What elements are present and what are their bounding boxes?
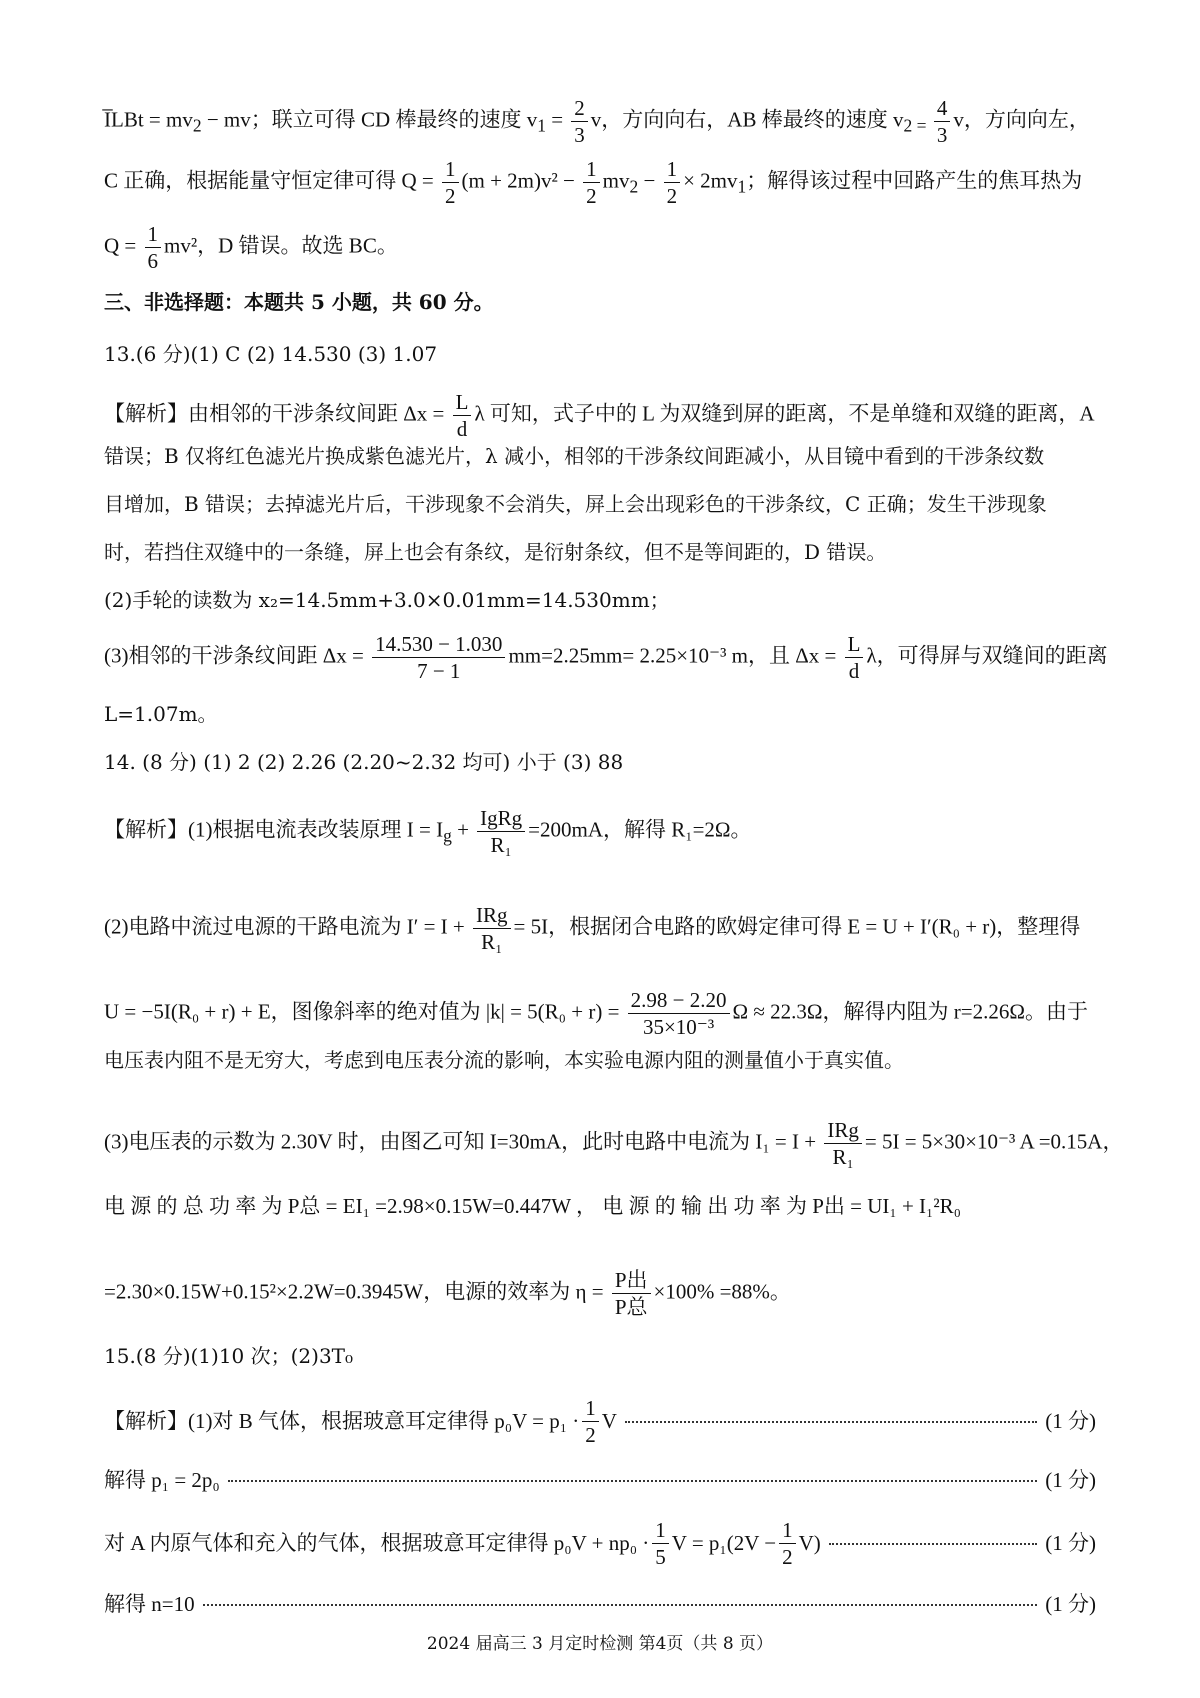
fraction-numerator: L bbox=[845, 632, 864, 658]
subscript: 1 bbox=[537, 115, 546, 136]
text-line-16 bbox=[104, 988, 1096, 1039]
fraction-denominator: 3 bbox=[574, 123, 585, 148]
fraction-numerator: IRg bbox=[824, 1118, 862, 1144]
text-segment: 【解析】(1)根据电流表改装原理 I = I bbox=[104, 817, 444, 842]
fraction-denominator: 2 bbox=[445, 184, 456, 209]
fraction-numerator: 2 bbox=[571, 96, 588, 122]
fraction-denominator: 2 bbox=[586, 184, 597, 209]
text-segment: mm=2.25mm= 2.25×10⁻³ m，且 Δx = bbox=[508, 643, 842, 668]
text-segment: (3)相邻的干涉条纹间距 Δx = bbox=[104, 643, 370, 668]
text-line-19: 电 源 的 总 功 率 为 P总 = EI₁ =2.98×0.15W=0.447W ， 电 源 的 输 出 功 率 为 P出 = UI₁ + I₁²R₀ bbox=[104, 1194, 961, 1218]
fraction-efficiency bbox=[612, 1268, 651, 1319]
fraction-numerator: P出 bbox=[612, 1268, 651, 1294]
fraction-slope bbox=[628, 988, 730, 1039]
fraction-4-3 bbox=[934, 96, 951, 147]
text-segment: × 2mv bbox=[683, 168, 738, 193]
fraction-numerator: 14.530 − 1.030 bbox=[372, 632, 505, 658]
fraction-numerator: 1 bbox=[145, 222, 162, 248]
text-line-17: 电压表内阻不是无穷大，考虑到电压表分流的影响，本实验电源内阻的测量值小于真实值。 bbox=[104, 1048, 904, 1072]
subscript: 2 bbox=[629, 176, 639, 197]
text-segment: C 正确，根据能量守恒定律可得 Q = bbox=[104, 168, 440, 193]
text-segment: mv²，D 错误。故选 BC。 bbox=[164, 233, 398, 258]
fraction-denominator: 2 bbox=[782, 1545, 793, 1570]
text-line-6 bbox=[104, 390, 1096, 441]
text-segment: 【解析】(1)对 B 气体，根据玻意耳定律得 p₀V = p₁ · bbox=[104, 1409, 580, 1434]
question-15-answer: 15.(8 分)(1)10 次；(2)3T₀ bbox=[104, 1344, 354, 1368]
fraction-numerator: 4 bbox=[934, 96, 951, 122]
text-line-10: (2)手轮的读数为 x₂=14.5mm+3.0×0.01mm=14.530mm； bbox=[104, 588, 670, 612]
fraction-denominator: 2 bbox=[585, 1423, 596, 1448]
text-segment: 解得 p₁ = 2p₀ bbox=[104, 1468, 220, 1492]
fraction-L-d bbox=[453, 390, 472, 441]
text-line-1 bbox=[104, 96, 1096, 147]
fraction-numerator: 1 bbox=[779, 1518, 796, 1544]
fraction-L-d bbox=[845, 632, 864, 683]
text-line-23 bbox=[104, 1470, 1096, 1491]
text-segment: 解得 n=10 bbox=[104, 1592, 195, 1616]
dot-leader bbox=[228, 1480, 1038, 1482]
text-segment: − bbox=[638, 168, 661, 193]
subscript: 2 bbox=[192, 115, 202, 136]
text-segment: (m + 2m)v² − bbox=[461, 168, 581, 193]
question-13-answer: 13.(6 分)(1) C (2) 14.530 (3) 1.07 bbox=[104, 342, 438, 366]
subscript: g bbox=[443, 825, 452, 846]
text-line-15 bbox=[104, 903, 1096, 954]
fraction-numerator: 1 bbox=[582, 1396, 599, 1422]
text-line-3 bbox=[104, 222, 1096, 273]
text-segment: (2)电路中流过电源的干路电流为 I′ = I + bbox=[104, 914, 471, 939]
fraction-dx bbox=[372, 632, 505, 683]
text-line-2 bbox=[104, 157, 1096, 208]
text-line-22 bbox=[104, 1396, 1096, 1447]
text-segment: = 5I，根据闭合电路的欧姆定律可得 E = U + I′(R₀ + r)，整理得 bbox=[513, 914, 1081, 939]
text-segment: 对 A 内原气体和充入的气体，根据玻意耳定律得 p₀V + np₀ · bbox=[104, 1531, 650, 1556]
text-segment: Ω ≈ 22.3Ω，解得内阻为 r=2.26Ω。由于 bbox=[732, 999, 1088, 1024]
fraction-denominator: 2 bbox=[666, 184, 678, 209]
fraction-numerator: 1 bbox=[583, 157, 600, 183]
fraction-denominator: R₁ bbox=[490, 833, 512, 858]
text-line-18 bbox=[104, 1118, 1124, 1170]
score-mark: (1 分) bbox=[1045, 1409, 1096, 1434]
text-segment: =200mA，解得 R₁=2Ω。 bbox=[528, 817, 752, 842]
fraction-denominator: 6 bbox=[147, 249, 159, 274]
text-segment: U = −5I(R₀ + r) + E，图像斜率的绝对值为 |k| = 5(R₀ + r) = bbox=[104, 999, 625, 1024]
fraction-1-2 bbox=[442, 157, 459, 208]
eq-momentum: I̅LBt = mv bbox=[104, 107, 193, 132]
fraction-denominator: 3 bbox=[936, 123, 948, 148]
fraction-denominator: R₁ bbox=[481, 930, 503, 955]
text-segment: Q = bbox=[104, 233, 142, 258]
text-segment: λ，可得屏与双缝间的距离 bbox=[866, 643, 1108, 668]
fraction-numerator: 1 bbox=[664, 157, 681, 183]
fraction-1-2 bbox=[582, 1396, 599, 1447]
dot-leader bbox=[829, 1543, 1037, 1545]
text-segment: + bbox=[451, 817, 475, 842]
section-heading: 三、非选择题：本题共 5 小题，共 60 分。 bbox=[104, 290, 494, 314]
text-segment: λ 可知，式子中的 L 为双缝到屏的距离，不是单缝和双缝的距离，A bbox=[474, 401, 1095, 426]
text-line-14 bbox=[104, 806, 1096, 857]
text-segment: ×100% =88%。 bbox=[653, 1279, 791, 1304]
fraction-IRg bbox=[473, 903, 511, 954]
text-segment: V bbox=[601, 1409, 617, 1434]
score-mark: (1 分) bbox=[1045, 1531, 1096, 1556]
fraction-denominator: R₁ bbox=[832, 1145, 854, 1170]
text-segment: v，方向向左， bbox=[953, 107, 1090, 132]
fraction-numerator: 1 bbox=[652, 1518, 669, 1544]
fraction-denominator: P总 bbox=[614, 1295, 648, 1320]
fraction-numerator: 2.98 − 2.20 bbox=[628, 988, 730, 1014]
dot-leader bbox=[625, 1421, 1037, 1423]
question-14-answer: 14. (8 分) (1) 2 (2) 2.26 (2.20~2.32 均可) 小于 (3) 88 bbox=[104, 750, 624, 774]
fraction-numerator: 1 bbox=[442, 157, 459, 183]
fraction-2-3 bbox=[571, 96, 588, 147]
score-mark: (1 分) bbox=[1045, 1592, 1096, 1616]
text-segment: ；解得该过程中回路产生的焦耳热为 bbox=[746, 168, 1083, 193]
page-footer: 2024 届高三 3 月定时检测 第4页（共 8 页） bbox=[426, 1634, 774, 1654]
text-segment: − mv；联立可得 CD 棒最终的速度 v bbox=[201, 107, 538, 132]
text-segment: V) bbox=[798, 1531, 821, 1556]
fraction-denominator: d bbox=[456, 417, 468, 442]
text-line-7: 错误；B 仅将红色滤光片换成紫色滤光片，λ 减小，相邻的干涉条纹间距减小，从目镜中看到的干涉条纹数 bbox=[104, 444, 1045, 468]
text-segment: mv bbox=[602, 168, 630, 193]
subscript: 1 bbox=[737, 176, 747, 197]
dot-leader bbox=[203, 1604, 1038, 1606]
text-segment: 【解析】由相邻的干涉条纹间距 Δx = bbox=[104, 401, 450, 426]
text-segment: V = p₁(2V − bbox=[671, 1531, 777, 1556]
text-line-24 bbox=[104, 1518, 1096, 1569]
fraction-denominator: 5 bbox=[655, 1545, 666, 1570]
score-mark: (1 分) bbox=[1045, 1468, 1096, 1492]
text-segment: =2.30×0.15W+0.15²×2.2W=0.3945W，电源的效率为 η = bbox=[104, 1279, 609, 1304]
text-segment: = bbox=[545, 107, 569, 132]
fraction-numerator: IgRg bbox=[477, 806, 525, 832]
text-line-12: L=1.07m。 bbox=[104, 702, 218, 726]
fraction-1-6 bbox=[145, 222, 162, 273]
subscript: 2 = bbox=[903, 115, 931, 136]
text-segment: = 5I = 5×30×10⁻³ A =0.15A， bbox=[864, 1129, 1124, 1154]
fraction-1-2 bbox=[779, 1518, 796, 1569]
fraction-1-2 bbox=[664, 157, 681, 208]
fraction-denominator: 7 − 1 bbox=[417, 659, 461, 684]
text-line-8: 目增加，B 错误；去掉滤光片后，干涉现象不会消失，屏上会出现彩色的干涉条纹，C 正确；发生干涉现象 bbox=[104, 492, 1047, 516]
fraction-denominator: 35×10⁻³ bbox=[642, 1015, 715, 1040]
fraction-1-5 bbox=[652, 1518, 669, 1569]
text-line-11 bbox=[104, 632, 1108, 684]
fraction-IgRg bbox=[477, 806, 525, 857]
fraction-numerator: L bbox=[453, 390, 472, 416]
text-segment: (3)电压表的示数为 2.30V 时，由图乙可知 I=30mA，此时电路中电流为 I₁ = I + bbox=[104, 1129, 822, 1154]
fraction-denominator: d bbox=[848, 659, 860, 684]
text-line-9: 时，若挡住双缝中的一条缝，屏上也会有条纹，是衍射条纹，但不是等间距的，D 错误。 bbox=[104, 540, 887, 564]
fraction-numerator: IRg bbox=[473, 903, 511, 929]
text-line-25 bbox=[104, 1594, 1096, 1615]
fraction-IRg bbox=[824, 1118, 862, 1169]
fraction-1-2 bbox=[583, 157, 600, 208]
text-line-20 bbox=[104, 1268, 1096, 1319]
text-segment: v，方向向右，AB 棒最终的速度 v bbox=[590, 107, 904, 132]
